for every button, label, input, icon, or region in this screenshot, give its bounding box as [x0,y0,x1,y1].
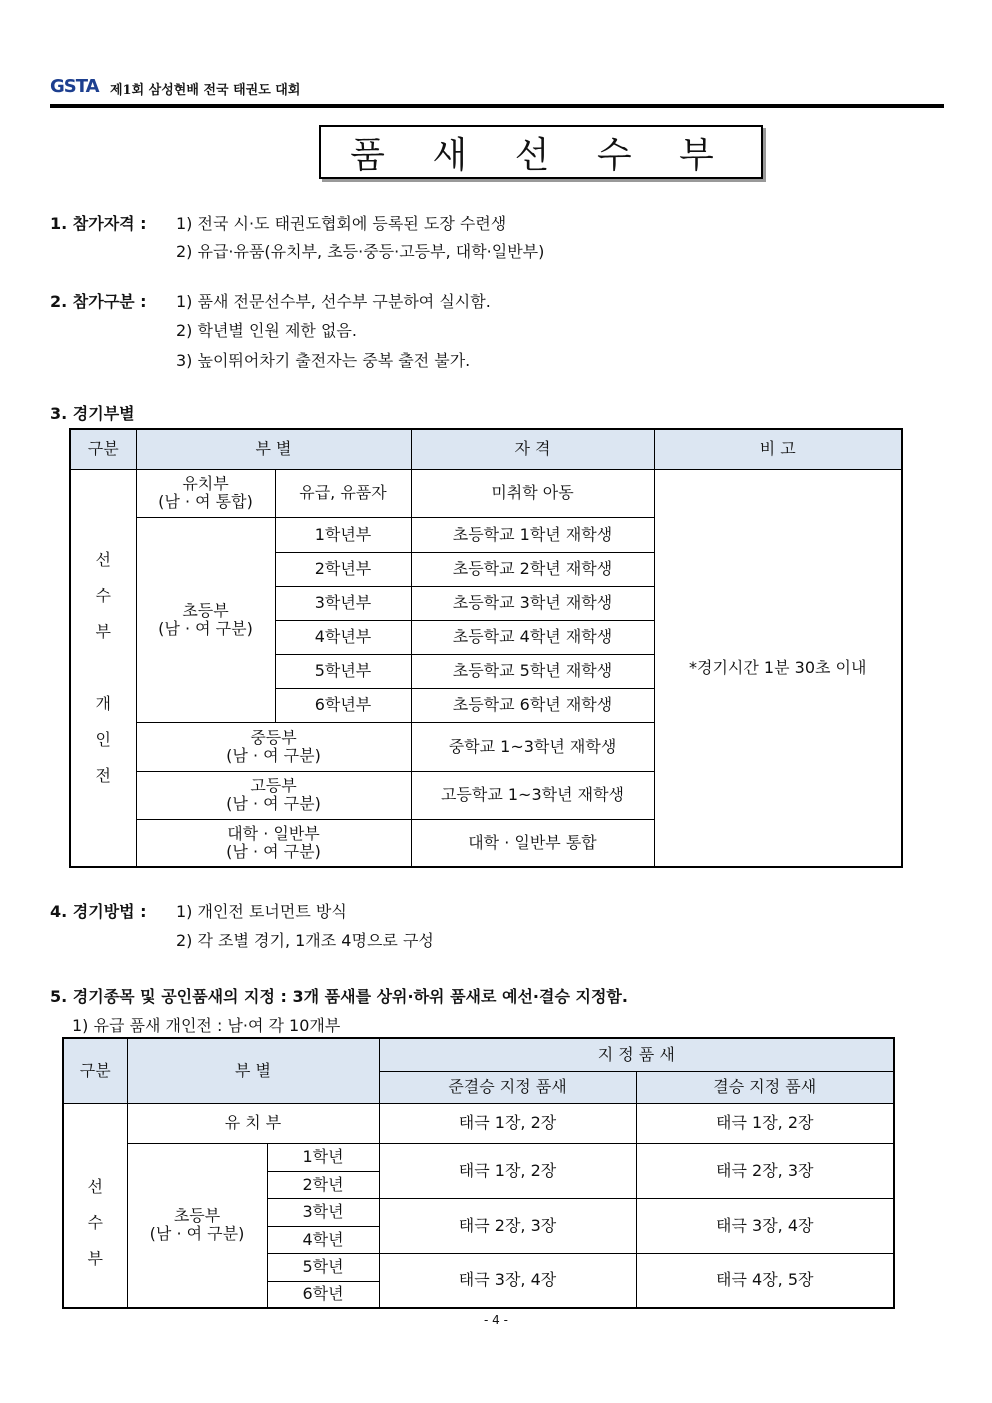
col-header: 결승 지정 품새 [636,1071,894,1103]
col-header: 부 별 [136,429,411,469]
final-cell: 태극 4장, 5장 [636,1253,894,1308]
grade-cell: 1학년부 [275,517,411,552]
grade-cell: 5학년부 [275,654,411,688]
table-row [70,469,902,517]
qual-cell: 대학 · 일반부 통합 [411,819,654,867]
col-header: 자 격 [411,429,654,469]
group-label: 선 수 부 [63,1103,127,1308]
dept-cell: 유 치 부 [127,1103,379,1143]
dept-cell: 초등부 (남 · 여 구분) [127,1143,267,1308]
final-cell: 태극 2장, 3장 [636,1143,894,1198]
section1-label: 1. 참가자격 : [50,214,147,233]
dept-cell: 초등부 (남 · 여 구분) [136,517,275,722]
qual-cell: 초등학교 2학년 재학생 [411,552,654,586]
group-label: 선 수 부 개 인 전 [70,469,136,867]
col-header: 구분 [63,1038,127,1103]
semi-cell: 태극 3장, 4장 [379,1253,636,1308]
semi-cell: 태극 1장, 2장 [379,1103,636,1143]
grade-cell: 2학년 [267,1171,379,1198]
section5-sub: 1) 유급 품새 개인전 : 남·여 각 10개부 [72,1016,341,1035]
grade-cell: 1학년 [267,1143,379,1171]
division-table [69,428,903,868]
semi-cell: 태극 2장, 3장 [379,1198,636,1253]
table-header-row [63,1038,894,1071]
col-header: 부 별 [127,1038,379,1103]
qual-cell: 초등학교 6학년 재학생 [411,688,654,722]
table-row [63,1103,894,1143]
qual-cell: 고등학교 1~3학년 재학생 [411,771,654,819]
col-header: 비 고 [654,429,902,469]
grade-cell: 5학년 [267,1253,379,1281]
section5-label: 5. 경기종목 및 공인품새의 지정 : 3개 품새를 상위·하위 품새로 예선·결승 지정함. [50,987,628,1006]
dept-cell: 유치부 (남 · 여 통합) [136,469,275,517]
level-cell: 유급, 유품자 [275,469,411,517]
qual-cell: 미취학 아동 [411,469,654,517]
grade-cell: 2학년부 [275,552,411,586]
section2-item: 2) 학년별 인원 제한 없음. [176,321,357,340]
grade-cell: 6학년부 [275,688,411,722]
semi-cell: 태극 1장, 2장 [379,1143,636,1198]
grade-cell: 4학년 [267,1226,379,1253]
pumsae-table [62,1037,895,1309]
final-cell: 태극 1장, 2장 [636,1103,894,1143]
col-header: 준결승 지정 품새 [379,1071,636,1103]
table-header-row [70,429,902,469]
section2-label: 2. 참가구분 : [50,292,147,311]
doc-title: 품 새 선 수 부 [319,125,763,179]
qual-cell: 중학교 1~3학년 재학생 [411,722,654,771]
note-cell: *경기시간 1분 30초 이내 [654,469,902,867]
header-rule [50,104,944,108]
section1-item: 2) 유급·유품(유치부, 초등·중등·고등부, 대학·일반부) [176,242,545,261]
qual-cell: 초등학교 1학년 재학생 [411,517,654,552]
col-header: 지 정 품 새 [379,1038,894,1071]
qual-cell: 초등학교 4학년 재학생 [411,620,654,654]
grade-cell: 3학년 [267,1198,379,1226]
section4-item: 1) 개인전 토너먼트 방식 [176,902,347,921]
table-row [63,1143,894,1171]
dept-cell: 대학 · 일반부 (남 · 여 구분) [136,819,411,867]
section1-item: 1) 전국 시·도 태권도협회에 등록된 도장 수련생 [176,214,507,233]
qual-cell: 초등학교 3학년 재학생 [411,586,654,620]
section3-label: 3. 경기부별 [50,404,135,423]
dept-cell: 고등부 (남 · 여 구분) [136,771,411,819]
page-number: - 4 - [484,1313,508,1327]
section2-item: 3) 높이뛰어차기 출전자는 중복 출전 불가. [176,351,471,370]
section2-item: 1) 품새 전문선수부, 선수부 구분하여 실시함. [176,292,491,311]
grade-cell: 4학년부 [275,620,411,654]
col-header: 구분 [70,429,136,469]
section4-label: 4. 경기방법 : [50,902,147,921]
grade-cell: 3학년부 [275,586,411,620]
final-cell: 태극 3장, 4장 [636,1198,894,1253]
header-title: 제1회 삼성현배 전국 태권도 대회 [110,83,301,98]
dept-cell: 중등부 (남 · 여 구분) [136,722,411,771]
grade-cell: 6학년 [267,1281,379,1308]
qual-cell: 초등학교 5학년 재학생 [411,654,654,688]
gsta-logo: GSTA [50,76,99,97]
section4-item: 2) 각 조별 경기, 1개조 4명으로 구성 [176,931,434,950]
